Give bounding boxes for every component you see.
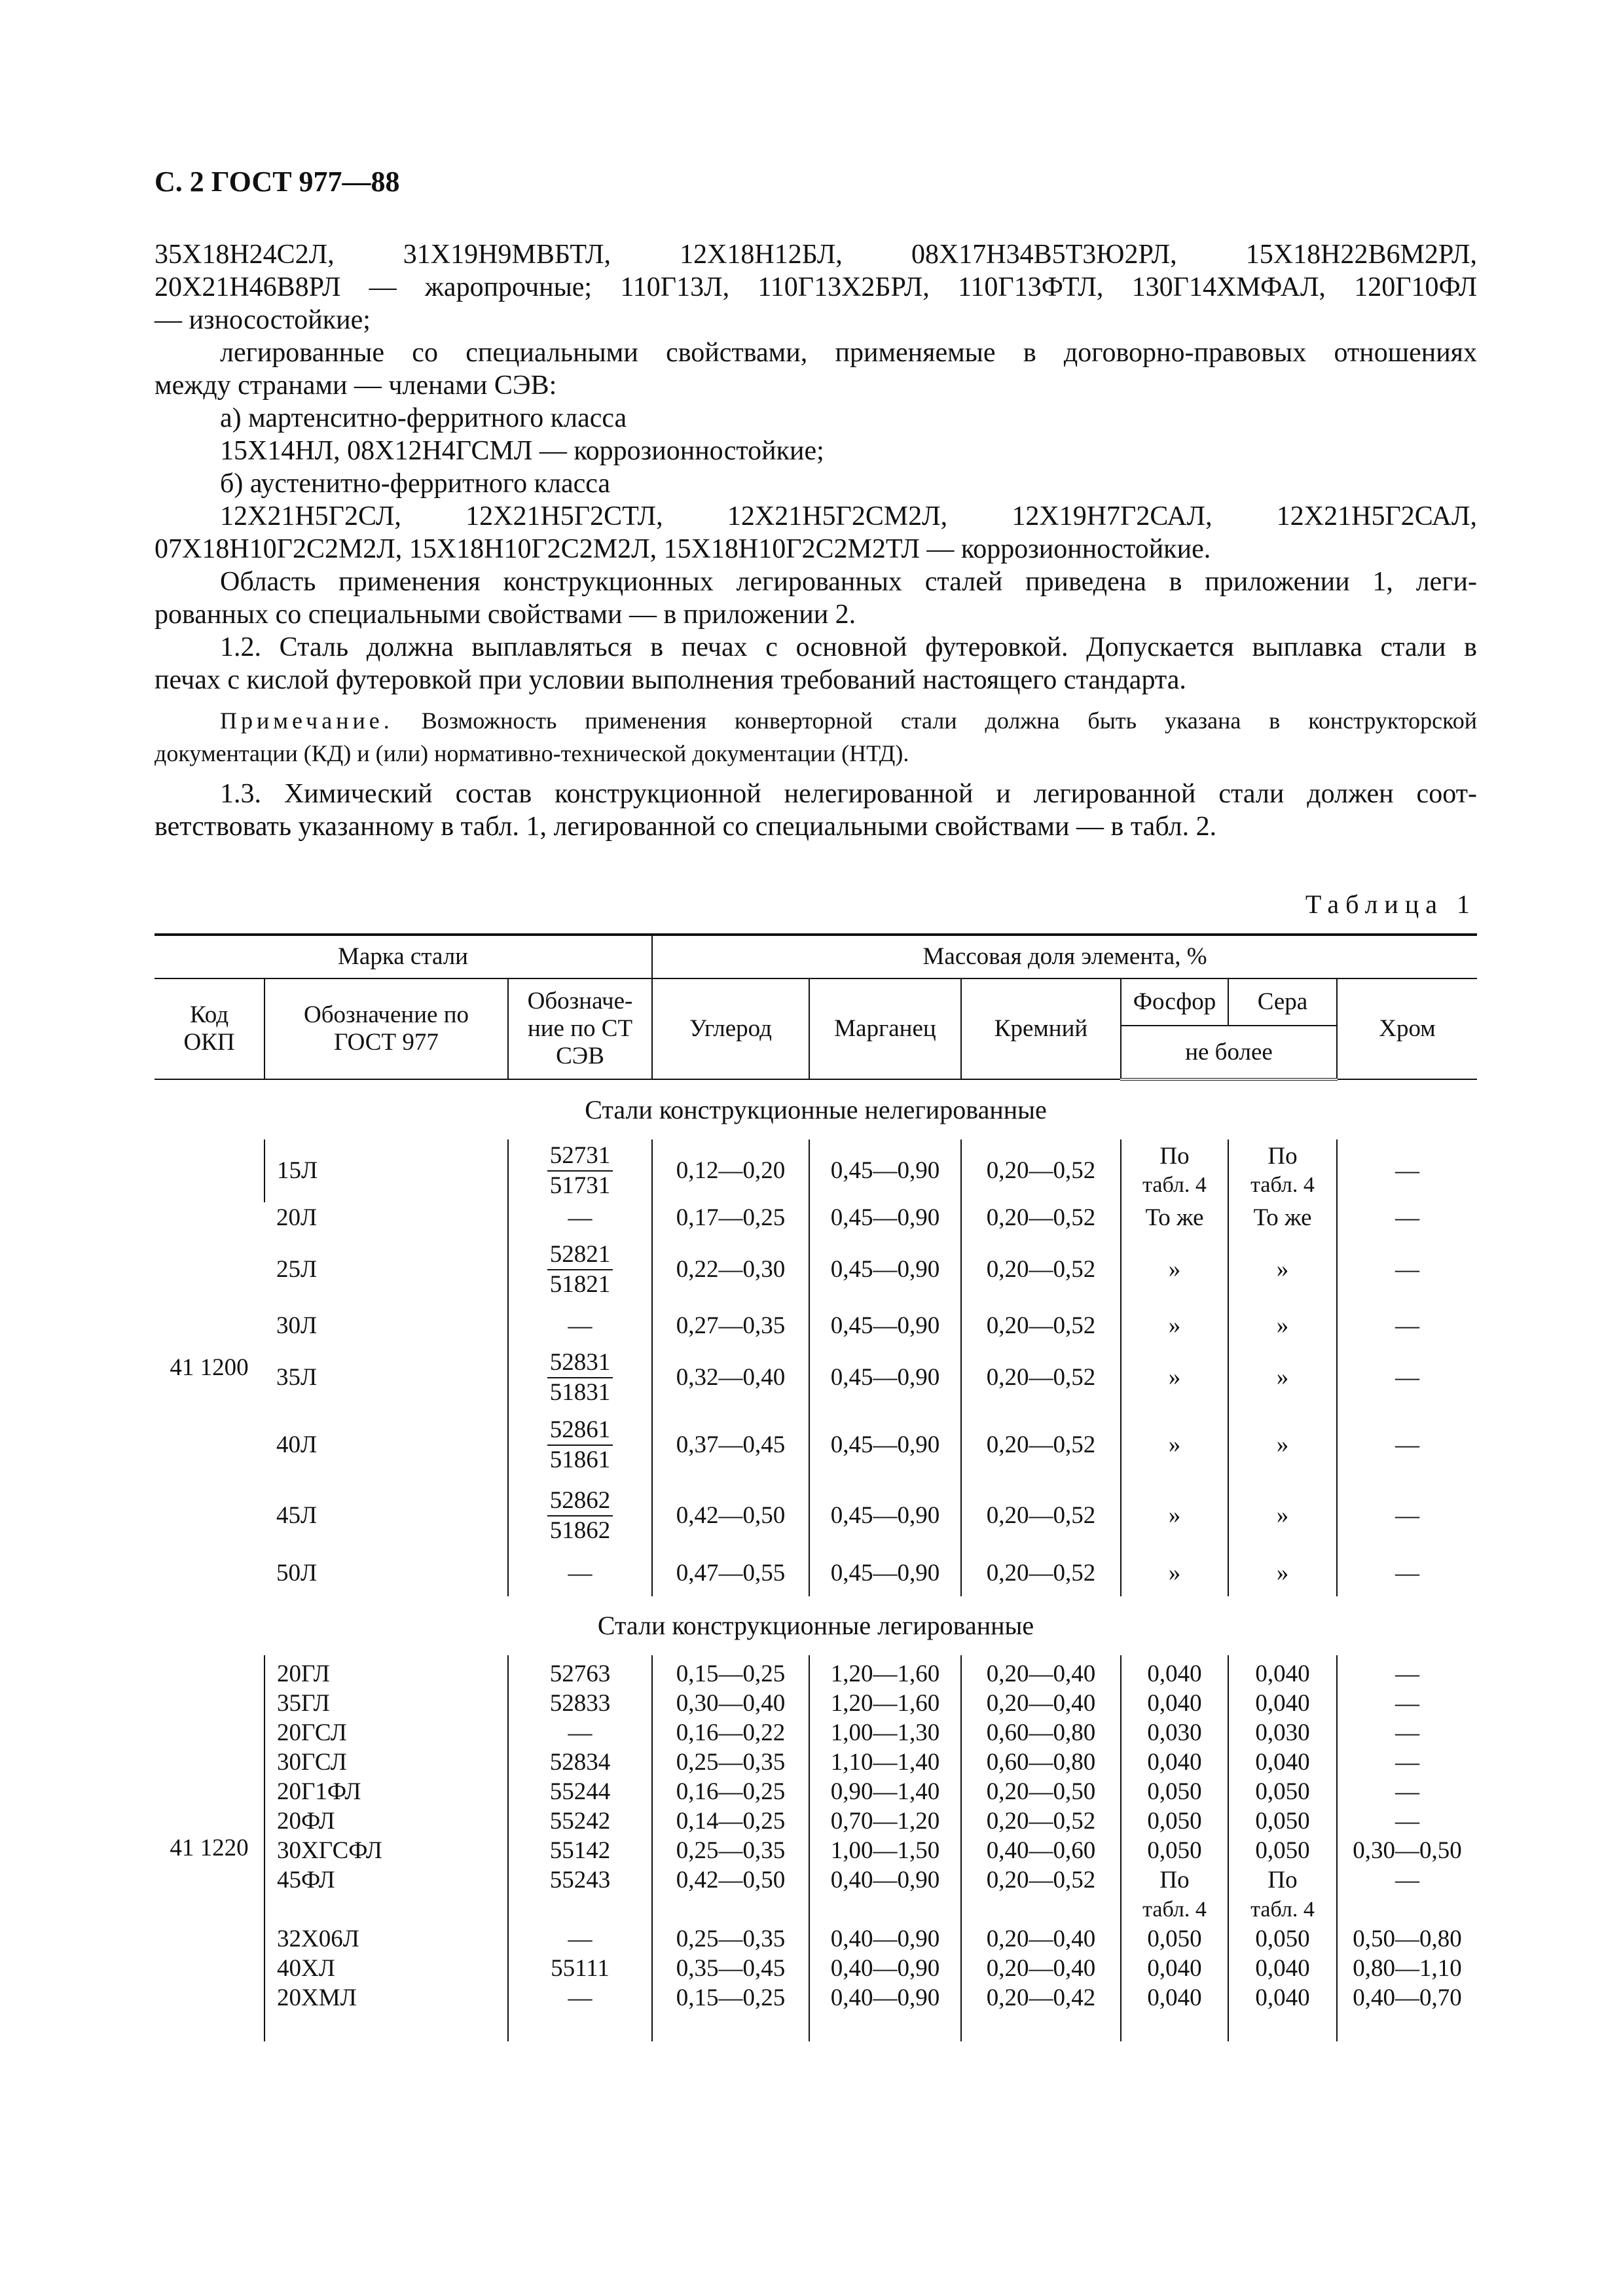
manganese-value: 0,40—0,90: [830, 1926, 940, 1952]
grade-name: 40ХЛ: [277, 1955, 335, 1982]
table-row: [155, 1139, 1477, 1202]
sulfur-value: »: [1228, 1234, 1337, 1306]
sev-code: [508, 1346, 652, 1409]
silicon-value: 0,20—0,42: [986, 1984, 1096, 2011]
silicon-value: 0,20—0,52: [961, 1202, 1121, 1234]
header-silicon: Кремний: [961, 978, 1121, 1079]
paragraph-line: 1.3. Химический состав конструкционной нелегированной и легированной стали должен соот-: [220, 779, 1477, 809]
manganese-value: 1,00—1,50: [830, 1837, 940, 1864]
sev-codes: [508, 1655, 652, 2041]
silicon-value: 0,20—0,52: [961, 1234, 1121, 1306]
okp-code: 41 1220: [170, 1835, 249, 1861]
sulfur-ref-line2: табл. 4: [1250, 1173, 1315, 1197]
grade-name: 35ГЛ: [277, 1690, 330, 1717]
sulfur-value: 0,040: [1255, 1749, 1310, 1776]
paragraph-line: печах с кислой футеровкой при условии выполнения требований настоящего стандарта.: [155, 665, 1186, 695]
sulfur-value: »: [1228, 1551, 1337, 1596]
grade-name: [277, 1895, 507, 1924]
silicon-value: 0,60—0,80: [986, 1719, 1096, 1746]
table-row: [155, 1306, 1477, 1346]
carbon-value: 0,25—0,35: [676, 1749, 786, 1776]
okp-code: 41 1200: [170, 1354, 249, 1381]
grade-name: 20Г1ФЛ: [277, 1778, 361, 1805]
phosphorus-value: 0,040: [1147, 1955, 1202, 1982]
carbon-value: 0,25—0,35: [676, 1926, 786, 1952]
table-row: [155, 1234, 1477, 1306]
sev-top: 52831: [547, 1348, 613, 1378]
grade-name: 50Л: [276, 1560, 318, 1587]
carbon-value: 0,35—0,45: [676, 1955, 786, 1982]
chromium-value: —: [1395, 1808, 1419, 1835]
manganese-value: 0,40—0,90: [830, 1867, 940, 1893]
carbon-value: 0,15—0,25: [676, 1984, 786, 2011]
grade-name: 15Л: [264, 1139, 508, 1202]
chromium-value: —: [1337, 1551, 1477, 1596]
sulfur-value: 0,040: [1255, 1660, 1310, 1687]
table-row: [155, 1346, 1477, 1409]
phosphorus-value: »: [1121, 1234, 1228, 1306]
sev-code: 55243: [549, 1867, 611, 1893]
sev-code: 52833: [549, 1690, 611, 1717]
paragraph-line: — износостойкие;: [155, 305, 371, 335]
carbon-value: 0,30—0,40: [676, 1690, 786, 1717]
manganese-value: 0,45—0,90: [809, 1409, 961, 1481]
manganese-value: 0,40—0,90: [830, 1955, 940, 1982]
carbon-value: 0,17—0,25: [652, 1202, 809, 1234]
carbon-values: [652, 1655, 809, 2041]
sev-top: 52862: [547, 1486, 613, 1516]
sev-code: 55244: [549, 1778, 611, 1805]
carbon-value: 0,42—0,50: [676, 1867, 786, 1893]
chromium-value: —: [1395, 1660, 1419, 1687]
carbon-value: 0,37—0,45: [652, 1409, 809, 1481]
silicon-value: 0,20—0,52: [961, 1551, 1121, 1596]
phosphorus-value: 0,040: [1147, 1984, 1202, 2011]
sulfur-value: 0,050: [1255, 1808, 1310, 1835]
grade-name: 45Л: [276, 1502, 318, 1529]
manganese-value: 1,00—1,30: [830, 1719, 940, 1746]
table-row-group: [155, 1655, 1477, 2041]
chromium-value: —: [1337, 1139, 1477, 1202]
manganese-value: 0,40—0,90: [830, 1984, 940, 2011]
header-grade-group: Марка стали: [155, 935, 652, 978]
chromium-value: —: [1395, 1749, 1419, 1776]
sev-code: —: [508, 1306, 652, 1346]
chromium-value: —: [1395, 1690, 1419, 1717]
paragraph-line: а) мартенситно-ферритного класса: [220, 403, 627, 433]
paragraph-line: 07Х18Н10Г2С2М2Л, 15Х18Н10Г2С2М2Л, 15Х18Н10Г2С2М2ТЛ — коррозионностойкие.: [155, 534, 1211, 564]
grade-name: 35Л: [276, 1364, 318, 1391]
manganese-values: [809, 1655, 961, 2041]
table-row: [155, 1551, 1477, 1596]
sev-top: 52861: [547, 1416, 613, 1446]
sev-code: [508, 1139, 652, 1202]
silicon-value: 0,20—0,40: [986, 1955, 1096, 1982]
sev-code: [508, 1409, 652, 1481]
sev-code: 55111: [551, 1955, 610, 1982]
body-text: [155, 238, 1477, 843]
page-header: С. 2 ГОСТ 977—88: [155, 166, 400, 198]
grade-name: 32Х06Л: [277, 1926, 359, 1952]
grade-name: 30ГСЛ: [277, 1749, 347, 1776]
sulfur-ref-line1: По: [1267, 1143, 1298, 1170]
chromium-value: —: [1395, 1867, 1419, 1893]
sulfur-value: 0,040: [1255, 1984, 1310, 2011]
sulfur-value: 0,040: [1255, 1690, 1310, 1717]
phosphorus-value: »: [1121, 1346, 1228, 1409]
phosphorus-value: 0,050: [1147, 1926, 1202, 1952]
sev-code: 55242: [549, 1808, 611, 1835]
carbon-value: [653, 1895, 809, 1924]
header-carbon: Углерод: [652, 978, 809, 1079]
silicon-value: 0,20—0,52: [961, 1481, 1121, 1551]
silicon-value: 0,20—0,52: [986, 1867, 1096, 1893]
sulfur-value: 0,040: [1255, 1955, 1310, 1982]
sev-code: 55142: [549, 1837, 611, 1864]
grade-name: 30Л: [276, 1312, 318, 1339]
silicon-value: 0,20—0,52: [961, 1346, 1121, 1409]
grade-name: 20ГЛ: [277, 1660, 330, 1687]
sulfur-value: »: [1228, 1306, 1337, 1346]
sev-bottom: 51861: [549, 1446, 611, 1473]
sulfur-value: табл. 4: [1250, 1897, 1315, 1922]
chromium-value: —: [1337, 1346, 1477, 1409]
manganese-value: 0,45—0,90: [809, 1481, 961, 1551]
phosphorus-value: [1121, 1139, 1228, 1202]
phosphorus-values: [1121, 1655, 1228, 2041]
header-sulfur: Сера: [1228, 978, 1337, 1026]
chromium-value: —: [1395, 1719, 1419, 1746]
sev-code: —: [568, 1719, 593, 1746]
sev-code: [508, 1481, 652, 1551]
chromium-value: —: [1337, 1234, 1477, 1306]
manganese-value: 0,90—1,40: [830, 1778, 940, 1805]
manganese-value: 1,20—1,60: [830, 1660, 940, 1687]
carbon-value: 0,25—0,35: [676, 1837, 786, 1864]
paragraph-line: легированные со специальными свойствами, применяемые в договорно-правовых отношениях: [220, 338, 1477, 368]
carbon-value: 0,42—0,50: [652, 1481, 809, 1551]
sev-code: [508, 1234, 652, 1306]
sev-code: [509, 1895, 651, 1924]
grade-name: 40Л: [276, 1431, 318, 1458]
paragraph-line: ветствовать указанному в табл. 1, легированной со специальными свойствами — в табл. 2.: [155, 812, 1217, 842]
manganese-value: 0,45—0,90: [809, 1202, 961, 1234]
sulfur-value: 0,050: [1255, 1778, 1310, 1805]
carbon-value: 0,12—0,20: [652, 1139, 809, 1202]
grade-names: [264, 1655, 508, 2041]
header-st-sev: Обозначе- ние по СТ СЭВ: [508, 978, 652, 1079]
note-line: [155, 704, 1477, 737]
section-title: Стали конструкционные легированные: [597, 1611, 1034, 1640]
sulfur-value: 0,050: [1255, 1837, 1310, 1864]
section-title: Стали конструкционные нелегированные: [585, 1095, 1047, 1124]
manganese-value: 0,45—0,90: [809, 1139, 961, 1202]
sev-bottom: 51821: [549, 1271, 611, 1298]
chromium-value: 0,30—0,50: [1353, 1837, 1462, 1864]
phosphorus-value: 0,050: [1147, 1837, 1202, 1864]
carbon-value: 0,16—0,25: [676, 1778, 786, 1805]
grade-name: 20ФЛ: [277, 1808, 335, 1835]
silicon-value: 0,20—0,52: [961, 1409, 1121, 1481]
table-row: [155, 1409, 1477, 1481]
chromium-value: 0,80—1,10: [1353, 1955, 1462, 1982]
sulfur-value: [1228, 1139, 1337, 1202]
table-row: [155, 1202, 1477, 1234]
sev-code: —: [508, 1202, 652, 1234]
manganese-value: 1,10—1,40: [830, 1749, 940, 1776]
manganese-value: 1,20—1,60: [830, 1690, 940, 1717]
sev-code: —: [568, 1984, 593, 2011]
phosphorus-value: 0,050: [1147, 1778, 1202, 1805]
phosphorus-value: По: [1159, 1867, 1190, 1893]
phosphorus-value: табл. 4: [1142, 1897, 1207, 1922]
table-row: [155, 1481, 1477, 1551]
sulfur-value: »: [1228, 1409, 1337, 1481]
paragraph-line: 12Х21Н5Г2СЛ, 12Х21Н5Г2СТЛ, 12Х21Н5Г2СМ2Л, 12Х19Н7Г2САЛ, 12Х21Н5Г2САЛ,: [220, 501, 1477, 531]
manganese-value: 0,45—0,90: [809, 1346, 961, 1409]
phosphorus-value: »: [1121, 1551, 1228, 1596]
paragraph-line: Область применения конструкционных легированных сталей приведена в приложении 1, леги-: [220, 567, 1477, 597]
sulfur-value: 0,050: [1255, 1926, 1310, 1952]
header-max-note: не более: [1121, 1026, 1337, 1079]
chromium-value: —: [1337, 1202, 1477, 1234]
sev-code: 52763: [549, 1660, 611, 1687]
manganese-value: 0,45—0,90: [809, 1306, 961, 1346]
table-caption: Таблица 1: [1305, 889, 1476, 919]
header-okp: Код ОКП: [155, 978, 264, 1079]
phosphorus-value: »: [1121, 1481, 1228, 1551]
sulfur-value: По: [1267, 1867, 1298, 1893]
phosphorus-value: 0,040: [1147, 1660, 1202, 1687]
header-manganese: Марганец: [809, 978, 961, 1079]
paragraph-line: 15Х14НЛ, 08Х12Н4ГСМЛ — коррозионностойкие;: [220, 436, 824, 466]
grade-name: 25Л: [276, 1256, 318, 1283]
sev-bottom: 51862: [549, 1517, 611, 1544]
chemical-composition-table: [155, 933, 1477, 2041]
phosphorus-value: 0,030: [1147, 1719, 1202, 1746]
carbon-value: 0,14—0,25: [676, 1808, 786, 1835]
sulfur-value: 0,030: [1255, 1719, 1310, 1746]
grade-name: 45ФЛ: [277, 1867, 335, 1893]
chromium-value: —: [1395, 1778, 1419, 1805]
chromium-value: —: [1337, 1481, 1477, 1551]
manganese-value: [810, 1895, 960, 1924]
silicon-value: 0,20—0,40: [986, 1690, 1096, 1717]
paragraph-line: между странами — членами СЭВ:: [155, 370, 557, 401]
phosphorus-value: »: [1121, 1306, 1228, 1346]
header-mass-group: Массовая доля элемента, %: [652, 935, 1477, 978]
phosphorus-value: 0,040: [1147, 1749, 1202, 1776]
silicon-value: 0,20—0,52: [986, 1808, 1096, 1835]
grade-name: 20ХМЛ: [277, 1984, 357, 2011]
sev-code: 52834: [549, 1749, 611, 1776]
manganese-value: 0,45—0,90: [809, 1551, 961, 1596]
chromium-value: [1338, 1895, 1477, 1924]
phosphorus-value: »: [1121, 1409, 1228, 1481]
sev-top: 52821: [547, 1240, 613, 1270]
note-text: Возможность применения конверторной стали должна быть указана в конструкторской: [421, 708, 1478, 734]
phosphorus-ref-line2: табл. 4: [1142, 1173, 1207, 1197]
note-line: документации (КД) и (или) нормативно-технической документации (НТД).: [155, 740, 909, 766]
paragraph-line: б) аустенитно-ферритного класса: [220, 469, 611, 499]
carbon-value: 0,22—0,30: [652, 1234, 809, 1306]
silicon-values: [961, 1655, 1121, 2041]
phosphorus-value: 0,050: [1147, 1808, 1202, 1835]
carbon-value: 0,32—0,40: [652, 1346, 809, 1409]
manganese-value: 0,70—1,20: [830, 1808, 940, 1835]
paragraph-line: 20Х21Н46В8РЛ — жаропрочные; 110Г13Л, 110Г13Х2БРЛ, 110Г13ФТЛ, 130Г14ХМФАЛ, 120Г10ФЛ: [155, 272, 1477, 302]
chromium-values: [1337, 1655, 1477, 2041]
note-label: Примечание.: [220, 708, 393, 734]
grade-name: 20Л: [276, 1204, 318, 1231]
carbon-value: 0,15—0,25: [676, 1660, 786, 1687]
phosphorus-value: 0,040: [1147, 1690, 1202, 1717]
chromium-value: 0,40—0,70: [1353, 1984, 1462, 2011]
carbon-value: 0,47—0,55: [652, 1551, 809, 1596]
header-phosphorus: Фосфор: [1121, 978, 1228, 1026]
paragraph-line: рованных со специальными свойствами — в приложении 2.: [155, 600, 856, 630]
sev-code: —: [508, 1551, 652, 1596]
paragraph-line: 35Х18Н24С2Л, 31Х19Н9МВБТЛ, 12Х18Н12БЛ, 08Х17Н34В5Т3Ю2РЛ, 15Х18Н22В6М2РЛ,: [155, 240, 1477, 270]
chromium-value: —: [1337, 1306, 1477, 1346]
silicon-value: 0,20—0,50: [986, 1778, 1096, 1805]
header-gost: Обозначение по ГОСТ 977: [264, 978, 508, 1079]
sev-code: —: [568, 1926, 593, 1952]
paragraph-line: 1.2. Сталь должна выплавляться в печах с основной футеровкой. Допускается выплавка стали в: [220, 632, 1477, 662]
sulfur-value: »: [1228, 1346, 1337, 1409]
silicon-value: 0,20—0,52: [961, 1139, 1121, 1202]
silicon-value: 0,20—0,40: [986, 1660, 1096, 1687]
sev-top: 52731: [547, 1141, 613, 1172]
silicon-value: 0,40—0,60: [986, 1837, 1096, 1864]
carbon-value: 0,16—0,22: [676, 1719, 786, 1746]
phosphorus-value: То же: [1121, 1202, 1228, 1234]
header-chromium: Хром: [1337, 978, 1477, 1079]
silicon-value: [962, 1895, 1120, 1924]
chromium-value: —: [1337, 1409, 1477, 1481]
grade-name: 30ХГСФЛ: [277, 1837, 382, 1864]
chromium-value: 0,50—0,80: [1353, 1926, 1462, 1952]
sulfur-values: [1228, 1655, 1337, 2041]
sulfur-value: То же: [1228, 1202, 1337, 1234]
sev-bottom: 51731: [549, 1172, 611, 1199]
sulfur-value: »: [1228, 1481, 1337, 1551]
silicon-value: 0,60—0,80: [986, 1749, 1096, 1776]
silicon-value: 0,20—0,52: [961, 1306, 1121, 1346]
manganese-value: 0,45—0,90: [809, 1234, 961, 1306]
sev-bottom: 51831: [549, 1379, 611, 1406]
carbon-value: 0,27—0,35: [652, 1306, 809, 1346]
grade-name: 20ГСЛ: [277, 1719, 347, 1746]
phosphorus-ref-line1: По: [1159, 1143, 1190, 1170]
silicon-value: 0,20—0,40: [986, 1926, 1096, 1952]
